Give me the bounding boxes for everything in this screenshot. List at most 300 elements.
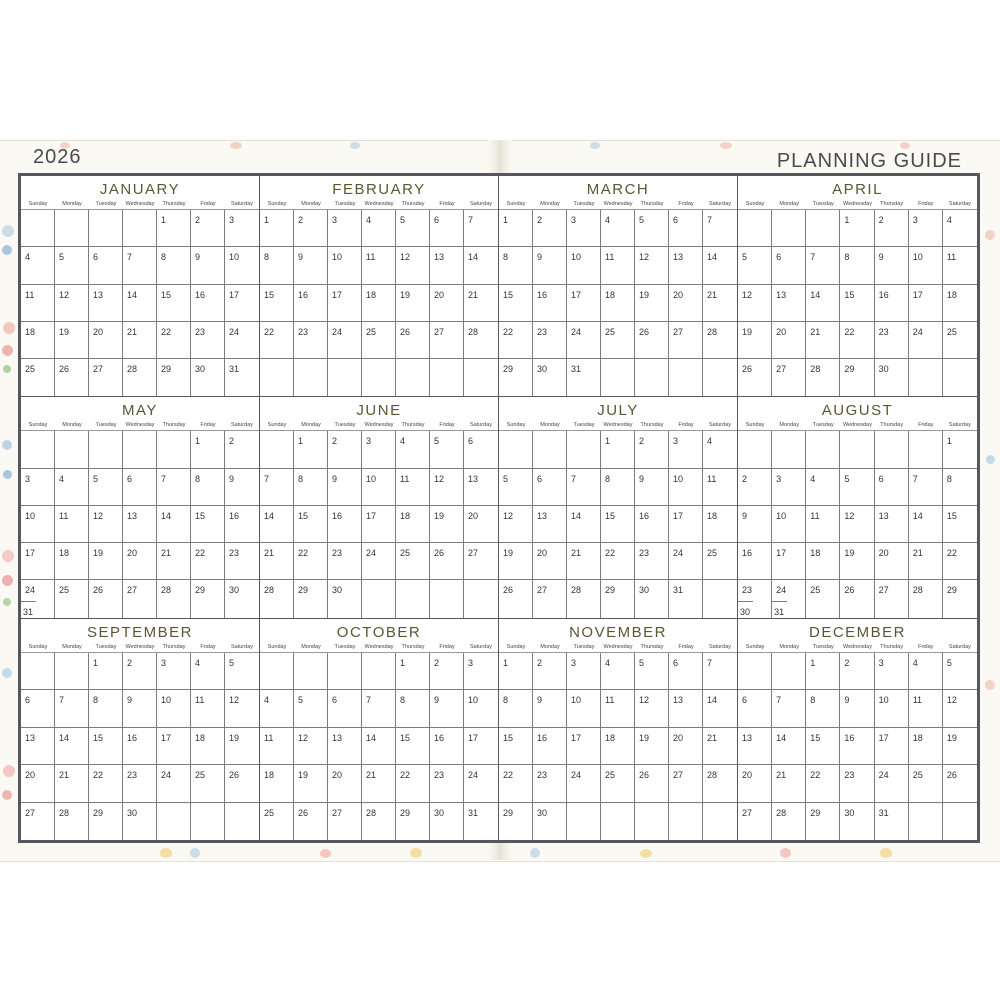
day-cell[interactable]: [328, 728, 362, 765]
day-cell[interactable]: [123, 690, 157, 727]
day-cell[interactable]: [328, 543, 362, 580]
day-cell[interactable]: [669, 690, 703, 727]
day-cell[interactable]: [669, 580, 703, 617]
day-cell[interactable]: [943, 285, 977, 322]
day-cell[interactable]: [738, 247, 772, 284]
day-cell[interactable]: [943, 580, 977, 617]
day-cell[interactable]: [669, 322, 703, 359]
day-cell[interactable]: [840, 728, 874, 765]
day-cell[interactable]: [806, 285, 840, 322]
day-cell[interactable]: [703, 431, 737, 468]
day-cell[interactable]: [601, 543, 635, 580]
day-cell[interactable]: [909, 359, 943, 396]
day-cell[interactable]: [123, 728, 157, 765]
day-cell[interactable]: [89, 506, 123, 543]
day-cell[interactable]: [806, 543, 840, 580]
day-cell[interactable]: [430, 469, 464, 506]
day-cell[interactable]: [464, 247, 498, 284]
day-cell[interactable]: [123, 765, 157, 802]
day-cell[interactable]: [703, 285, 737, 322]
day-cell[interactable]: [499, 506, 533, 543]
day-cell[interactable]: [362, 580, 396, 617]
day-cell[interactable]: [567, 653, 601, 690]
day-cell[interactable]: [430, 543, 464, 580]
day-cell[interactable]: [738, 653, 772, 690]
day-cell[interactable]: [533, 765, 567, 802]
day-cell[interactable]: [635, 765, 669, 802]
day-cell[interactable]: [943, 469, 977, 506]
day-cell[interactable]: [669, 469, 703, 506]
day-cell[interactable]: [191, 543, 225, 580]
day-cell[interactable]: [635, 431, 669, 468]
day-cell[interactable]: [191, 580, 225, 617]
day-cell[interactable]: [806, 803, 840, 840]
day-cell[interactable]: [499, 765, 533, 802]
day-cell[interactable]: [806, 359, 840, 396]
day-cell[interactable]: [21, 765, 55, 802]
day-cell[interactable]: [840, 765, 874, 802]
day-cell[interactable]: [840, 653, 874, 690]
day-cell[interactable]: [909, 580, 943, 617]
day-cell[interactable]: [430, 322, 464, 359]
day-cell[interactable]: [738, 469, 772, 506]
day-cell[interactable]: [635, 580, 669, 617]
day-cell[interactable]: [89, 543, 123, 580]
day-cell[interactable]: [806, 322, 840, 359]
day-cell[interactable]: [703, 690, 737, 727]
day-cell[interactable]: [703, 210, 737, 247]
day-cell[interactable]: [55, 210, 89, 247]
day-cell[interactable]: [430, 580, 464, 617]
day-cell[interactable]: [396, 653, 430, 690]
day-cell[interactable]: [260, 765, 294, 802]
day-cell[interactable]: [21, 431, 55, 468]
day-cell[interactable]: [328, 506, 362, 543]
day-cell[interactable]: [21, 506, 55, 543]
day-cell[interactable]: [260, 469, 294, 506]
day-cell[interactable]: [89, 322, 123, 359]
day-cell[interactable]: [806, 210, 840, 247]
day-cell[interactable]: [362, 653, 396, 690]
day-cell[interactable]: [157, 359, 191, 396]
day-cell[interactable]: [567, 543, 601, 580]
day-cell[interactable]: [21, 690, 55, 727]
day-cell[interactable]: [533, 690, 567, 727]
day-cell[interactable]: [738, 431, 772, 468]
day-cell[interactable]: [89, 653, 123, 690]
day-cell[interactable]: [294, 359, 328, 396]
day-cell[interactable]: [362, 285, 396, 322]
day-cell[interactable]: [635, 322, 669, 359]
day-cell[interactable]: [191, 803, 225, 840]
day-cell[interactable]: [464, 469, 498, 506]
day-cell[interactable]: [567, 247, 601, 284]
day-cell[interactable]: [464, 431, 498, 468]
day-cell[interactable]: [943, 543, 977, 580]
day-cell[interactable]: [55, 580, 89, 617]
day-cell[interactable]: [396, 506, 430, 543]
day-cell[interactable]: [703, 728, 737, 765]
day-cell[interactable]: [328, 469, 362, 506]
day-cell[interactable]: [123, 359, 157, 396]
day-cell[interactable]: [430, 506, 464, 543]
day-cell[interactable]: [772, 690, 806, 727]
day-cell[interactable]: [669, 653, 703, 690]
day-cell[interactable]: [499, 653, 533, 690]
day-cell[interactable]: [772, 728, 806, 765]
day-cell[interactable]: [328, 247, 362, 284]
day-cell[interactable]: [225, 803, 259, 840]
day-cell[interactable]: [601, 431, 635, 468]
day-cell[interactable]: [601, 247, 635, 284]
day-cell[interactable]: [669, 210, 703, 247]
day-cell[interactable]: [533, 210, 567, 247]
day-cell[interactable]: [157, 580, 191, 617]
day-cell[interactable]: [875, 690, 909, 727]
day-cell[interactable]: [396, 469, 430, 506]
day-cell[interactable]: [703, 506, 737, 543]
day-cell[interactable]: [225, 322, 259, 359]
day-cell[interactable]: [909, 247, 943, 284]
day-cell[interactable]: [567, 210, 601, 247]
day-cell[interactable]: [123, 543, 157, 580]
day-cell[interactable]: [772, 543, 806, 580]
day-cell[interactable]: [943, 247, 977, 284]
day-cell[interactable]: [567, 431, 601, 468]
day-cell[interactable]: [601, 765, 635, 802]
day-cell[interactable]: [738, 285, 772, 322]
day-cell[interactable]: [191, 653, 225, 690]
day-cell[interactable]: [294, 247, 328, 284]
day-cell[interactable]: [260, 580, 294, 617]
day-cell[interactable]: [840, 247, 874, 284]
day-cell[interactable]: [362, 431, 396, 468]
day-cell[interactable]: [430, 728, 464, 765]
day-cell[interactable]: [260, 285, 294, 322]
day-cell[interactable]: [909, 653, 943, 690]
day-cell[interactable]: [772, 247, 806, 284]
day-cell[interactable]: [55, 690, 89, 727]
day-cell[interactable]: [909, 690, 943, 727]
day-cell[interactable]: [260, 210, 294, 247]
day-cell[interactable]: [55, 247, 89, 284]
day-cell[interactable]: [669, 431, 703, 468]
day-cell[interactable]: [635, 803, 669, 840]
day-cell[interactable]: [567, 765, 601, 802]
day-cell[interactable]: [157, 431, 191, 468]
day-cell[interactable]: [464, 210, 498, 247]
day-cell[interactable]: [123, 285, 157, 322]
day-cell[interactable]: [635, 285, 669, 322]
day-cell[interactable]: [499, 285, 533, 322]
day-cell[interactable]: [840, 322, 874, 359]
day-cell[interactable]: [89, 469, 123, 506]
day-cell[interactable]: [601, 653, 635, 690]
day-cell[interactable]: [123, 247, 157, 284]
day-cell[interactable]: [225, 653, 259, 690]
day-cell[interactable]: [601, 506, 635, 543]
day-cell[interactable]: [396, 765, 430, 802]
day-cell[interactable]: [635, 728, 669, 765]
day-cell[interactable]: [260, 690, 294, 727]
day-cell[interactable]: [123, 210, 157, 247]
day-cell[interactable]: [738, 728, 772, 765]
day-cell[interactable]: [703, 803, 737, 840]
day-cell[interactable]: [294, 653, 328, 690]
day-cell[interactable]: [157, 285, 191, 322]
day-cell[interactable]: [294, 765, 328, 802]
day-cell[interactable]: [55, 653, 89, 690]
day-cell[interactable]: [909, 543, 943, 580]
day-cell[interactable]: [294, 728, 328, 765]
day-cell[interactable]: [772, 469, 806, 506]
day-cell[interactable]: [328, 765, 362, 802]
day-cell[interactable]: [840, 803, 874, 840]
day-cell[interactable]: [294, 469, 328, 506]
day-cell[interactable]: [55, 506, 89, 543]
day-cell[interactable]: [225, 431, 259, 468]
day-cell[interactable]: [123, 653, 157, 690]
day-cell[interactable]: [362, 247, 396, 284]
day-cell[interactable]: [601, 469, 635, 506]
day-cell[interactable]: [123, 322, 157, 359]
day-cell[interactable]: [55, 359, 89, 396]
day-cell[interactable]: [328, 285, 362, 322]
day-cell[interactable]: [840, 469, 874, 506]
day-cell[interactable]: [55, 543, 89, 580]
day-cell[interactable]: [260, 359, 294, 396]
day-cell[interactable]: [875, 728, 909, 765]
day-cell[interactable]: [703, 322, 737, 359]
day-cell[interactable]: [533, 803, 567, 840]
day-cell[interactable]: [464, 543, 498, 580]
day-cell[interactable]: [875, 803, 909, 840]
day-cell[interactable]: [533, 431, 567, 468]
day-cell[interactable]: [55, 728, 89, 765]
day-cell[interactable]: [703, 359, 737, 396]
day-cell[interactable]: [772, 653, 806, 690]
day-cell[interactable]: [772, 765, 806, 802]
day-cell[interactable]: [533, 543, 567, 580]
day-cell[interactable]: [464, 285, 498, 322]
day-cell[interactable]: [772, 285, 806, 322]
day-cell[interactable]: [567, 803, 601, 840]
day-cell[interactable]: [703, 653, 737, 690]
day-cell[interactable]: [840, 210, 874, 247]
day-cell[interactable]: [669, 285, 703, 322]
day-cell[interactable]: [772, 431, 806, 468]
day-cell[interactable]: [430, 690, 464, 727]
day-cell[interactable]: [294, 690, 328, 727]
day-cell[interactable]: [601, 285, 635, 322]
day-cell[interactable]: [703, 765, 737, 802]
day-cell[interactable]: [430, 803, 464, 840]
day-cell[interactable]: [89, 431, 123, 468]
day-cell[interactable]: [21, 803, 55, 840]
day-cell[interactable]: [55, 469, 89, 506]
day-cell[interactable]: [157, 247, 191, 284]
day-cell[interactable]: [225, 210, 259, 247]
day-cell[interactable]: [464, 322, 498, 359]
day-cell[interactable]: [157, 803, 191, 840]
day-cell[interactable]: [225, 359, 259, 396]
day-cell[interactable]: [943, 431, 977, 468]
day-cell[interactable]: [21, 322, 55, 359]
day-cell[interactable]: [567, 359, 601, 396]
day-cell[interactable]: [738, 690, 772, 727]
day-cell[interactable]: [875, 431, 909, 468]
day-cell[interactable]: [464, 653, 498, 690]
day-cell[interactable]: [533, 247, 567, 284]
day-cell[interactable]: [21, 728, 55, 765]
day-cell[interactable]: [703, 580, 737, 617]
day-cell[interactable]: [430, 653, 464, 690]
day-cell[interactable]: [157, 506, 191, 543]
day-cell[interactable]: [840, 431, 874, 468]
day-cell[interactable]: [499, 543, 533, 580]
day-cell[interactable]: [875, 210, 909, 247]
day-cell[interactable]: [601, 690, 635, 727]
day-cell[interactable]: [294, 803, 328, 840]
day-cell[interactable]: [840, 359, 874, 396]
day-cell[interactable]: [738, 359, 772, 396]
day-cell[interactable]: [157, 728, 191, 765]
day-cell[interactable]: [806, 765, 840, 802]
day-cell[interactable]: [635, 247, 669, 284]
day-cell[interactable]: [225, 285, 259, 322]
day-cell[interactable]: [738, 765, 772, 802]
day-cell[interactable]: [943, 506, 977, 543]
day-cell[interactable]: [875, 359, 909, 396]
day-cell[interactable]: [21, 653, 55, 690]
day-cell[interactable]: [703, 543, 737, 580]
day-cell[interactable]: [703, 469, 737, 506]
day-cell[interactable]: [601, 728, 635, 765]
day-cell[interactable]: [499, 322, 533, 359]
day-cell[interactable]: [89, 728, 123, 765]
day-cell[interactable]: [362, 469, 396, 506]
day-cell[interactable]: [396, 431, 430, 468]
day-cell[interactable]: [123, 506, 157, 543]
day-cell[interactable]: [738, 580, 772, 617]
day-cell[interactable]: [533, 653, 567, 690]
day-cell[interactable]: [328, 359, 362, 396]
day-cell[interactable]: [499, 803, 533, 840]
day-cell[interactable]: [260, 543, 294, 580]
day-cell[interactable]: [157, 765, 191, 802]
day-cell[interactable]: [225, 690, 259, 727]
day-cell[interactable]: [191, 690, 225, 727]
day-cell[interactable]: [943, 322, 977, 359]
day-cell[interactable]: [191, 285, 225, 322]
day-cell[interactable]: [499, 247, 533, 284]
day-cell[interactable]: [943, 359, 977, 396]
day-cell[interactable]: [89, 803, 123, 840]
day-cell[interactable]: [328, 580, 362, 617]
day-cell[interactable]: [260, 322, 294, 359]
day-cell[interactable]: [875, 285, 909, 322]
day-cell[interactable]: [875, 247, 909, 284]
day-cell[interactable]: [533, 322, 567, 359]
day-cell[interactable]: [157, 653, 191, 690]
day-cell[interactable]: [533, 506, 567, 543]
day-cell[interactable]: [806, 431, 840, 468]
day-cell[interactable]: [909, 210, 943, 247]
day-cell[interactable]: [943, 765, 977, 802]
day-cell[interactable]: [191, 210, 225, 247]
day-cell[interactable]: [123, 580, 157, 617]
day-cell[interactable]: [294, 285, 328, 322]
day-cell[interactable]: [396, 322, 430, 359]
day-cell[interactable]: [191, 322, 225, 359]
day-cell[interactable]: [362, 322, 396, 359]
day-cell[interactable]: [157, 543, 191, 580]
day-cell[interactable]: [533, 469, 567, 506]
day-cell[interactable]: [157, 210, 191, 247]
day-cell[interactable]: [601, 359, 635, 396]
day-cell[interactable]: [430, 285, 464, 322]
day-cell[interactable]: [157, 469, 191, 506]
day-cell[interactable]: [225, 728, 259, 765]
day-cell[interactable]: [669, 247, 703, 284]
day-cell[interactable]: [499, 359, 533, 396]
day-cell[interactable]: [89, 580, 123, 617]
day-cell[interactable]: [943, 690, 977, 727]
day-cell[interactable]: [806, 247, 840, 284]
day-cell[interactable]: [875, 580, 909, 617]
day-cell[interactable]: [943, 210, 977, 247]
day-cell[interactable]: [294, 506, 328, 543]
day-cell[interactable]: [601, 210, 635, 247]
day-cell[interactable]: [635, 653, 669, 690]
day-cell[interactable]: [772, 359, 806, 396]
day-cell[interactable]: [601, 322, 635, 359]
day-cell[interactable]: [191, 506, 225, 543]
day-cell[interactable]: [840, 543, 874, 580]
day-cell[interactable]: [21, 247, 55, 284]
day-cell[interactable]: [225, 543, 259, 580]
day-cell[interactable]: [875, 543, 909, 580]
day-cell[interactable]: [328, 690, 362, 727]
day-cell[interactable]: [806, 690, 840, 727]
day-cell[interactable]: [396, 285, 430, 322]
day-cell[interactable]: [21, 543, 55, 580]
day-cell[interactable]: [191, 247, 225, 284]
day-cell[interactable]: [806, 728, 840, 765]
day-cell[interactable]: [260, 431, 294, 468]
day-cell[interactable]: [21, 580, 55, 617]
day-cell[interactable]: [669, 543, 703, 580]
day-cell[interactable]: [396, 247, 430, 284]
day-cell[interactable]: [738, 506, 772, 543]
day-cell[interactable]: [601, 580, 635, 617]
day-cell[interactable]: [499, 690, 533, 727]
day-cell[interactable]: [260, 653, 294, 690]
day-cell[interactable]: [772, 506, 806, 543]
day-cell[interactable]: [533, 728, 567, 765]
day-cell[interactable]: [191, 469, 225, 506]
day-cell[interactable]: [567, 690, 601, 727]
day-cell[interactable]: [669, 728, 703, 765]
day-cell[interactable]: [157, 322, 191, 359]
day-cell[interactable]: [567, 728, 601, 765]
day-cell[interactable]: [260, 247, 294, 284]
day-cell[interactable]: [772, 580, 806, 617]
day-cell[interactable]: [909, 506, 943, 543]
day-cell[interactable]: [362, 765, 396, 802]
day-cell[interactable]: [772, 210, 806, 247]
day-cell[interactable]: [89, 285, 123, 322]
